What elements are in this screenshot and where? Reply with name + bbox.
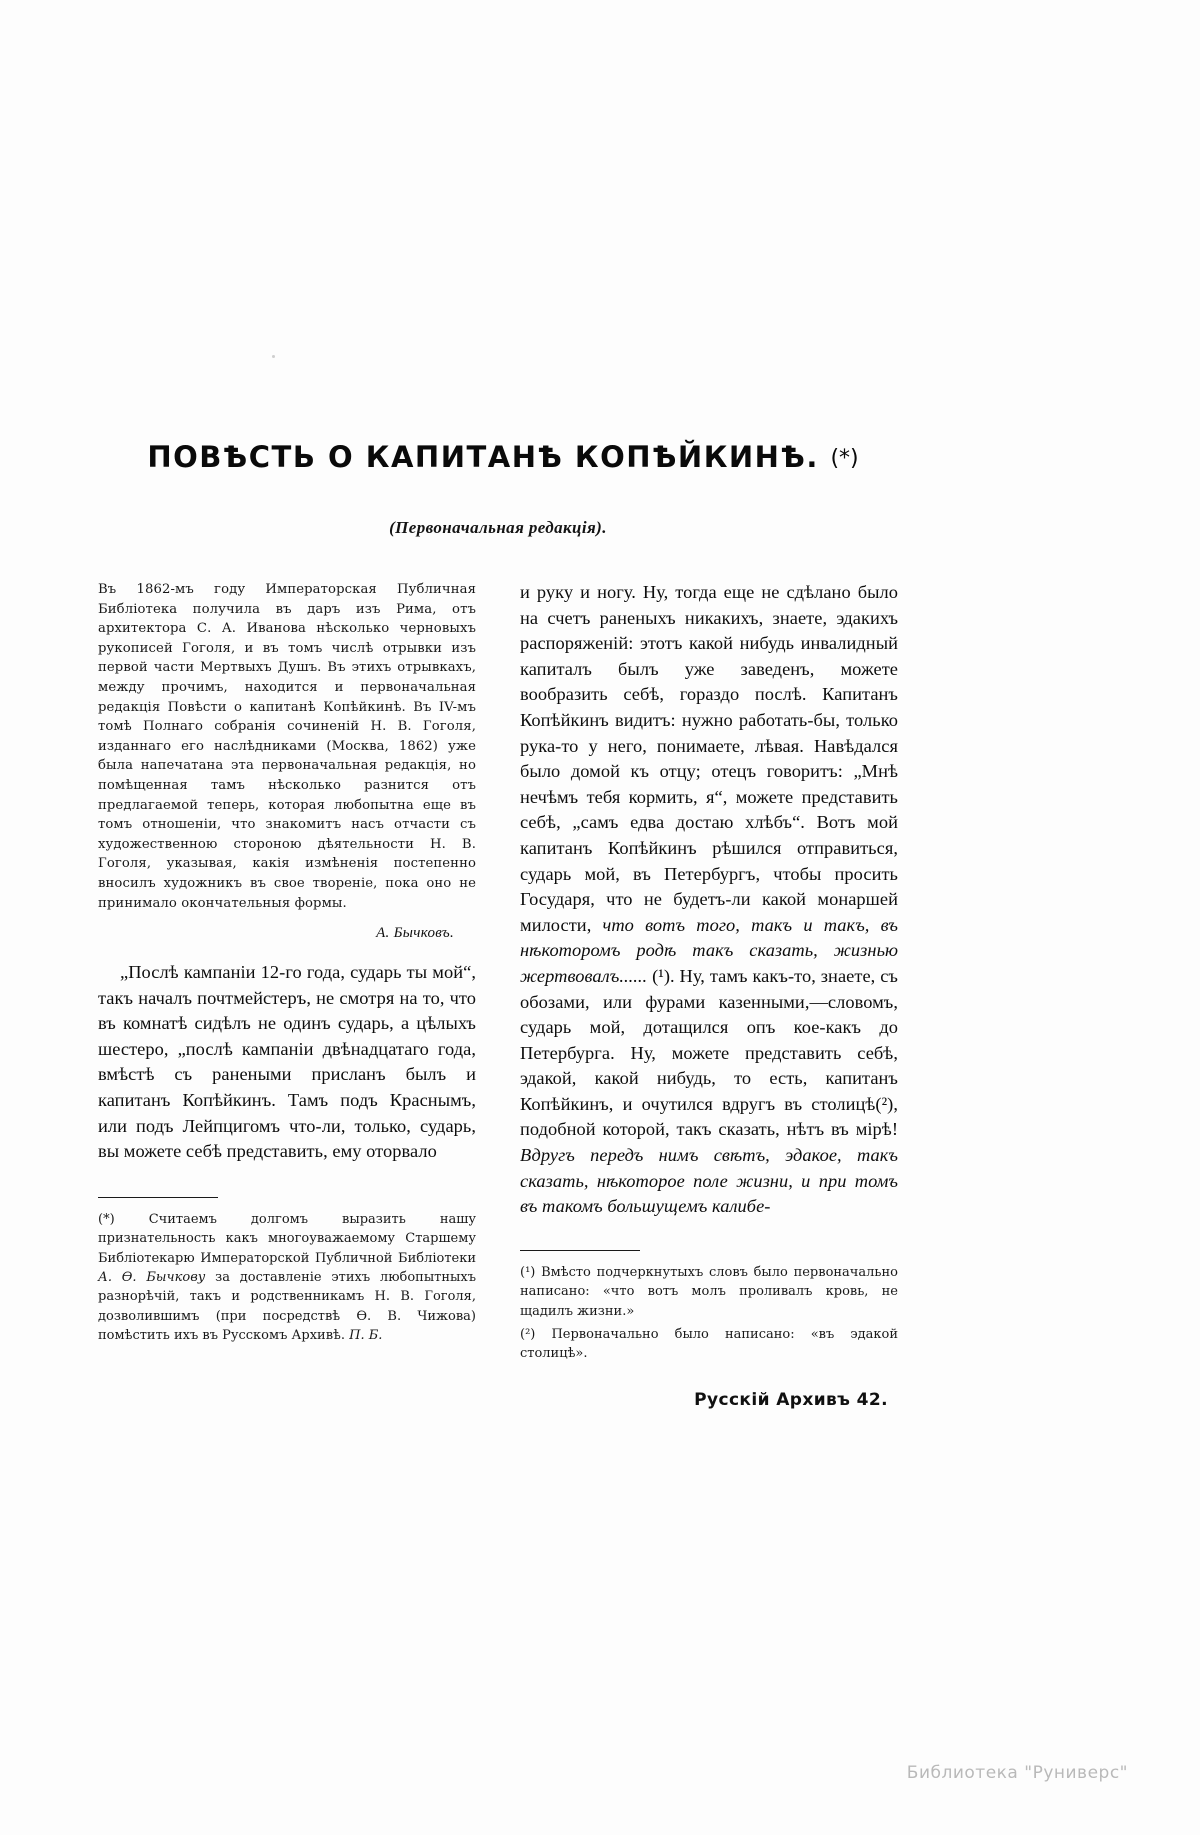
footnote-star-text-2: за доставленіе этихъ любопытныхъ разнорѣчій, такъ и родственникамъ Н. В. Гоголя, дозволившимъ (при посредствѣ Ѳ. В. Чижова) помѣстить ихъ въ Русскомъ Архивѣ. bbox=[98, 1270, 476, 1344]
title-footnote-marker: (*) bbox=[830, 446, 859, 471]
page-subtitle: (Первоначальная редакція). bbox=[389, 518, 607, 537]
right-footnote-block bbox=[520, 1250, 898, 1410]
footnote-star-marker: (*) bbox=[98, 1211, 115, 1227]
page-title bbox=[98, 440, 898, 474]
story-text-part-2: . Ну, тамъ какъ-то, знаете, съ обозами, или фурами казенными,—словомъ, сударь мой, дотащился опъ кое-какъ до Петербурга. Ну, можете представить себѣ, эдакой, какой нибудь, то есть, капитанъ Копѣйкинъ, и очутился вдругъ въ столицѣ bbox=[520, 965, 898, 1114]
story-paragraph-left: „Послѣ кампаніи 12-го года, сударь ты мой“, такъ началъ почтмейстеръ, не смотря на то, что въ комнатѣ сидѣлъ не одинъ сударь, а цѣлыхъ шестеро, „послѣ кампаніи двѣнадцатаго года, вмѣстѣ съ ранеными присланъ былъ и капитанъ Копѣйкинъ. Тамъ подъ Краснымъ, или подъ Лейпцигомъ что-ли, только, сударь, вы можете себѣ представить, ему оторвало bbox=[98, 962, 476, 1162]
footnote-1-marker: (¹) bbox=[520, 1264, 536, 1280]
footnote-2 bbox=[520, 1325, 898, 1364]
left-column bbox=[98, 580, 476, 1410]
page-content bbox=[98, 440, 898, 1410]
two-column-body bbox=[98, 580, 898, 1410]
footnote-divider bbox=[98, 1197, 218, 1198]
footnote-star-name: А. Ѳ. Бычкову bbox=[98, 1270, 206, 1286]
story-italic-2: Вдругъ передъ нимъ свѣтъ, эдакое, такъ сказать, нѣкоторое поле жизни, и при томъ въ такомъ большущемъ калибе- bbox=[520, 1145, 898, 1217]
right-column bbox=[520, 580, 898, 1410]
story-footnote-ref-1: (¹) bbox=[652, 965, 671, 986]
footnote-1-text: Вмѣсто подчеркнутыхъ словъ было первоначально написано: «что вотъ молъ проливалъ кровь, не щадилъ жизни.» bbox=[520, 1264, 898, 1319]
editor-signature: А. Бычковъ. bbox=[376, 925, 454, 942]
library-watermark: Библиотека "Руниверс" bbox=[906, 1763, 1128, 1783]
footnote-1 bbox=[520, 1263, 898, 1321]
footnote-star bbox=[98, 1210, 476, 1346]
title-text: ПОВѢСТЬ О КАПИТАНѢ КОПѢЙКИНѢ. bbox=[147, 440, 819, 474]
footnote-2-marker: (²) bbox=[520, 1327, 536, 1343]
story-text-part-1: и руку и ногу. Ну, тогда еще не сдѣлано было на счетъ раненыхъ никакихъ, знаете, эдакихъ распоряженій: этотъ какой нибудь инвалидный капиталъ былъ уже заведенъ, можете вообразить себѣ, гораздо послѣ. Капитанъ Копѣйкинъ видитъ: нужно работать-бы, только рука-то у него, понимаете, лѣвая. Навѣдался было домой къ отцу; отецъ говоритъ: „Мнѣ нечѣмъ тебя кормить, я“, можете представить себѣ, „самъ едва достаю хлѣбъ“. Вотъ мой капитанъ Копѣйкинъ рѣшился отправиться, сударь мой, въ Петербургъ, чтобы просить Государя, что не будетъ-ли какой монаршей милости, bbox=[520, 582, 898, 935]
story-text-part-3: , подобной которой, такъ сказать, нѣтъ въ мірѣ! bbox=[520, 1093, 898, 1140]
footnote-2-text: Первоначально было написано: «въ эдакой столицѣ». bbox=[520, 1327, 898, 1362]
story-footnote-ref-2: (²) bbox=[875, 1093, 894, 1114]
journal-imprint: Русскій Архивъ 42. bbox=[694, 1389, 888, 1410]
story-italic-1: что вотъ того, такъ и такъ, въ нѣкоторомъ родѣ такъ сказать, жизнью жертвовалъ...... bbox=[520, 914, 898, 986]
scan-speck bbox=[272, 355, 275, 358]
left-footnote-block bbox=[98, 1197, 476, 1346]
footnote-divider bbox=[520, 1250, 640, 1251]
footnote-star-text-1: Считаемъ долгомъ выразить нашу признательность какъ многоуважаемому Старшему Библіотекарю Императорской Публичной Библіотеки bbox=[98, 1211, 476, 1266]
story-paragraph-right bbox=[520, 580, 898, 1220]
editorial-intro-paragraph: Въ 1862-мъ году Императорская Публичная Библіотека получила въ даръ изъ Рима, отъ архитектора С. А. Иванова нѣсколько черновыхъ рукописей Гоголя, и въ томъ числѣ отрывки изъ первой части Мертвыхъ Душъ. Въ этихъ отрывкахъ, между прочимъ, находится и первоначальная редакція Повѣсти о капитанѣ Копѣйкинѣ. Въ IV-мъ томѣ Полнаго собранія сочиненій Н. В. Гоголя, изданнаго его наслѣдниками (Москва, 1862) уже была напечатана эта первоначальная редакція, но помѣщенная тамъ нѣсколько разнится отъ предлагаемой теперь, которая любопытна еще въ томъ отношеніи, что знакомитъ насъ отчасти съ художественною стороною дѣятельности Н. В. Гоголя, указывая, какія измѣненія постепенно вносилъ художникъ въ свое твореніе, пока оно не принимало окончательныя формы. bbox=[98, 582, 476, 911]
footnote-star-initials: П. Б. bbox=[349, 1328, 383, 1344]
